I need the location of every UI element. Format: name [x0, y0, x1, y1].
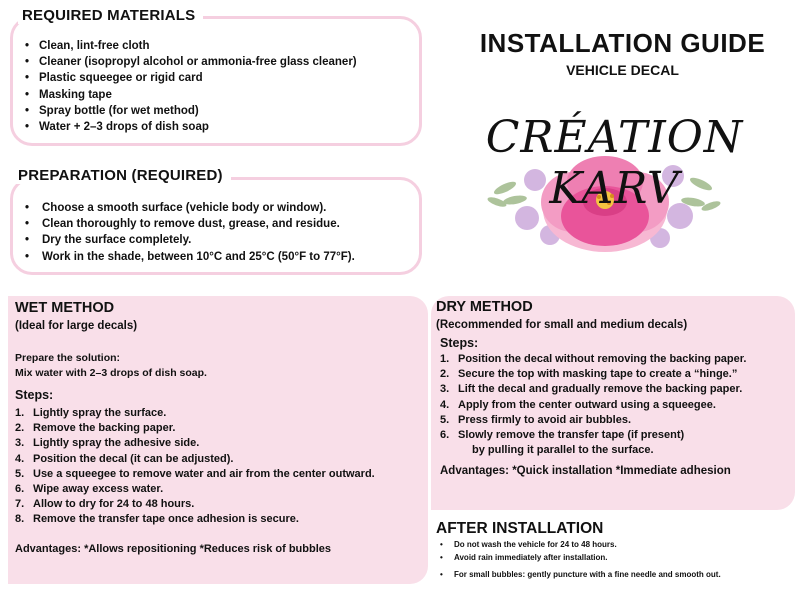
- materials-heading: REQUIRED MATERIALS: [18, 7, 203, 24]
- list-item: by pulling it parallel to the surface.: [472, 444, 654, 457]
- after-installation-title: AFTER INSTALLATION: [436, 520, 604, 537]
- wet-method-subtitle: (Ideal for large decals): [15, 320, 138, 332]
- list-item: • Water + 2–3 drops of dish soap: [25, 119, 357, 135]
- list-item: 1. Lightly spray the surface.: [15, 407, 167, 419]
- list-item: • Choose a smooth surface (vehicle body or window).: [25, 200, 355, 216]
- list-item: 7. Allow to dry for 24 to 48 hours.: [15, 498, 195, 511]
- list-item: • Work in the shade, between 10°C and 25°C (50°F to 77°F).: [25, 249, 355, 265]
- guide-subtitle: VEHICLE DECAL: [566, 62, 679, 78]
- wet-prepare-text: Mix water with 2–3 drops of dish soap.: [15, 367, 207, 379]
- wet-steps-label: Steps:: [15, 388, 54, 402]
- wet-advantages: Advantages: *Allows repositioning *Reduces risk of bubbles: [15, 543, 332, 555]
- list-item: 5. Press firmly to avoid air bubbles.: [440, 413, 631, 426]
- list-item: • Clean, lint-free cloth: [25, 38, 357, 54]
- preparation-heading: PREPARATION (REQUIRED): [14, 167, 231, 184]
- list-item: • Clean thoroughly to remove dust, grease, and residue.: [25, 216, 355, 232]
- list-item: • Plastic squeegee or rigid card: [25, 70, 357, 86]
- list-item: 4. Position the decal (it can be adjusted).: [15, 452, 234, 465]
- dry-method-subtitle: (Recommended for small and medium decals): [436, 319, 688, 331]
- list-item: 6. Slowly remove the transfer tape (if present): [440, 429, 685, 442]
- list-item: • Dry the surface completely.: [25, 232, 355, 248]
- wet-steps-list: [15, 406, 375, 528]
- materials-list: [25, 38, 357, 135]
- dry-method-title: DRY METHOD: [436, 299, 533, 315]
- list-item: 3. Lift the decal and gradually remove the backing paper.: [440, 383, 743, 396]
- list-item: 4. Apply from the center outward using a squeegee.: [440, 398, 716, 411]
- wet-method-title: WET METHOD: [15, 300, 115, 316]
- dry-steps-label: Steps:: [440, 336, 479, 350]
- list-item: • For small bubbles: gently puncture with a fine needle and smooth out.: [440, 568, 721, 581]
- guide-title: INSTALLATION GUIDE: [479, 28, 766, 58]
- brand-logo: CRÉATION KARV: [485, 112, 744, 214]
- list-item: 2. Secure the top with masking tape to create a “hinge.”: [440, 368, 738, 381]
- list-item: • Do not wash the vehicle for 24 to 48 hours.: [440, 538, 721, 551]
- list-item: 3. Lightly spray the adhesive side.: [15, 437, 200, 450]
- list-item: • Masking tape: [25, 87, 357, 103]
- dry-steps-list: [440, 352, 747, 458]
- preparation-list: [25, 200, 355, 265]
- list-item: • Spray bottle (for wet method): [25, 103, 357, 119]
- list-item: 1. Position the decal without removing the backing paper.: [440, 353, 747, 365]
- list-item: 6. Wipe away excess water.: [15, 483, 164, 496]
- list-item: 8. Remove the transfer tape once adhesion is secure.: [15, 513, 299, 526]
- list-item: • Avoid rain immediately after installation.: [440, 551, 721, 564]
- dry-advantages: Advantages: *Quick installation *Immediate adhesion: [440, 465, 731, 477]
- list-item: 2. Remove the backing paper.: [15, 422, 176, 435]
- list-item: • Cleaner (isopropyl alcohol or ammonia-free glass cleaner): [25, 54, 357, 70]
- wet-prepare-label: Prepare the solution:: [15, 352, 121, 364]
- after-installation-list: [440, 538, 721, 581]
- list-item: 5. Use a squeegee to remove water and air from the center outward.: [15, 467, 375, 480]
